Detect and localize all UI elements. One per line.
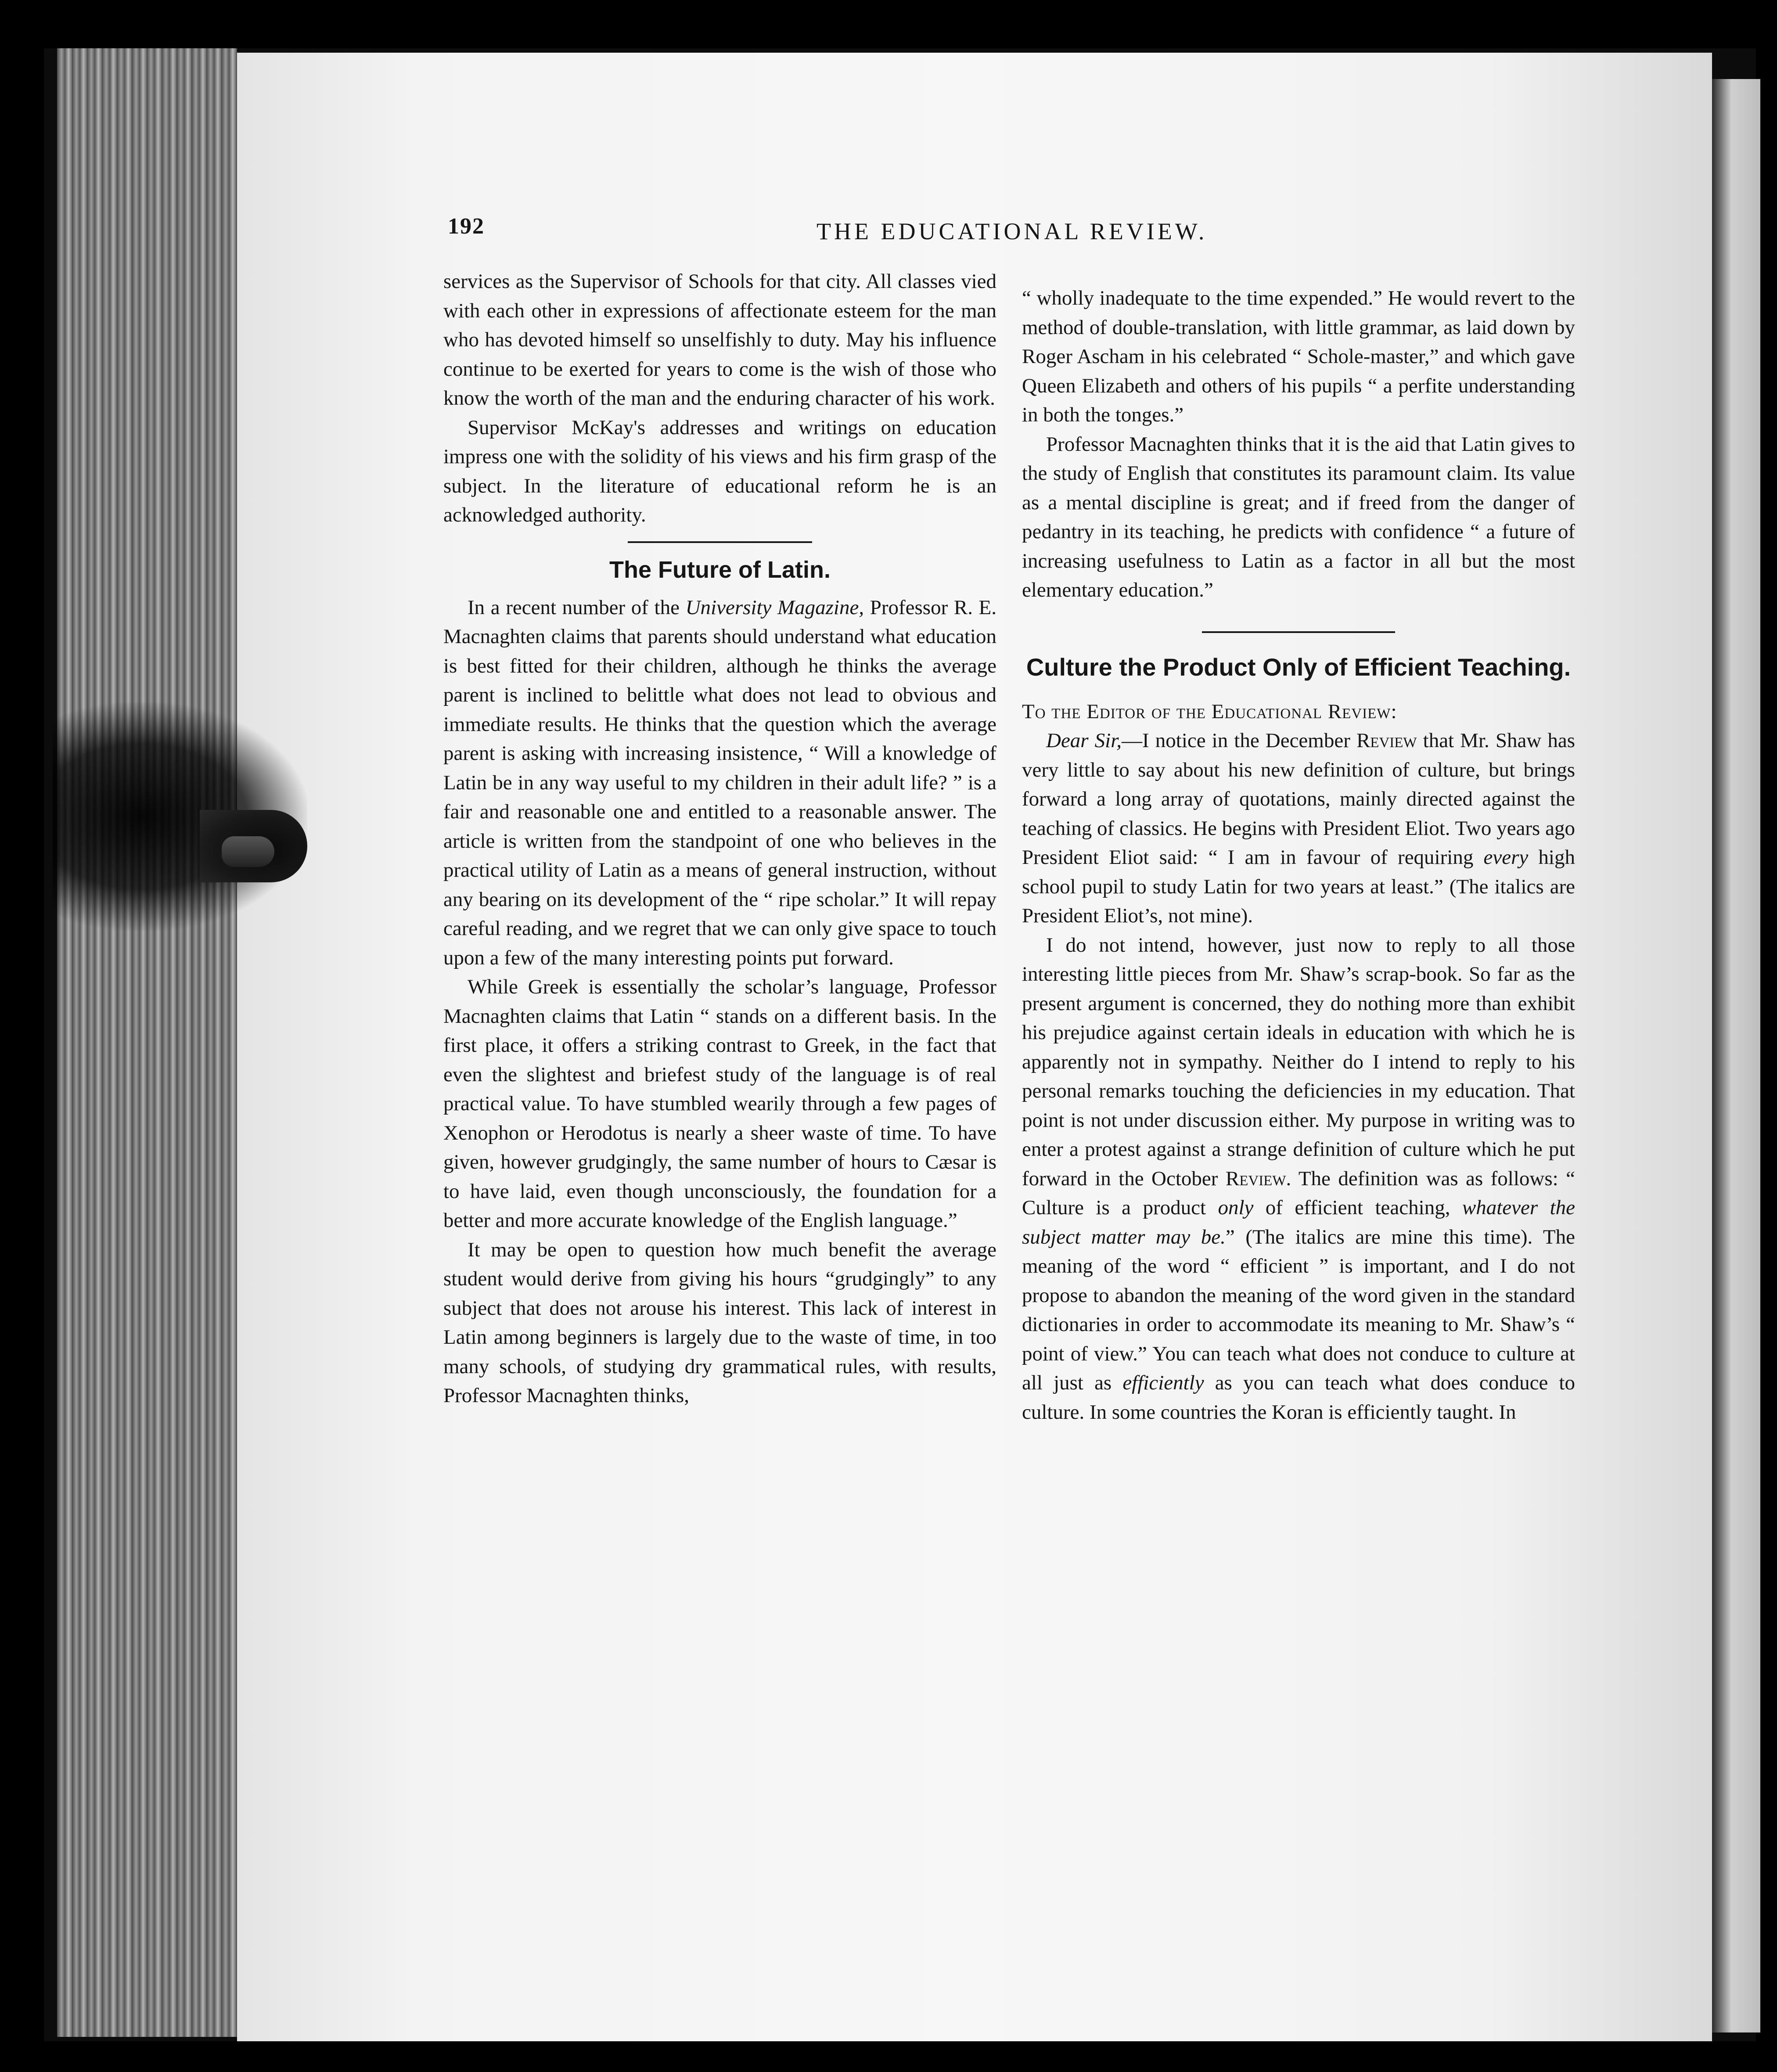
page-number: 192 [448,214,485,239]
article-heading: Culture the Product Only of Efficient Teaching. [1026,653,1571,681]
italic-run: every [1483,846,1529,869]
paragraph: Supervisor McKay's addresses and writings on education impress one with the solidity of his views and his firm grasp of the subject. In the literature of educational reform he is an acknowledged authority. [443,416,996,526]
salutation: To the Editor of the Educational Review: [1022,700,1397,723]
paragraph: It may be open to question how much benefit the average student would derive from giving his hours “grudgingly” to any subject that does not arouse his interest. This lack of interest in Latin among beginners is largely due to the waste of time, in too many schools, of studying dry grammatical rules, with results, Professor Macnaghten thinks, [443,1238,996,1407]
text-run: as you can teach what does conduce to culture. In some countries the Koran is efficiently taught. In [1022,1371,1575,1424]
text-run: of efficient teaching, [1253,1196,1462,1219]
italic-run: efficiently [1122,1371,1204,1394]
right-column [1022,284,1575,1427]
paragraph [1022,931,1575,1427]
text-run: ” (The italics are mine this time). The meaning of the word “ efficient ” is important, and I do not propose to abandon the meaning of the word given in the standard dictionaries in order to accommodate its meaning to Mr. Shaw’s “ point of view.” You can teach what does not conduce to culture at all just as [1022,1225,1575,1394]
text-run: . The definition was as follows: “ Culture is a product [1022,1167,1575,1219]
text-run: —I notice in the December [1122,729,1356,752]
section-divider [1202,631,1395,633]
italic-run: Dear Sir, [1046,729,1122,752]
paragraph: “ wholly inadequate to the time expended.” He would revert to the method of double-translation, with little grammar, as laid down by Roger Ascham in his celebrated “ Schole-master,” and which gave Queen Elizabeth and others of his pupils “ a perfite understanding in both the tonges.” [1022,287,1575,426]
small-caps-run: Review [1356,729,1417,752]
left-column [443,267,996,1410]
paragraph: While Greek is essentially the scholar’s language, Professor Macnaghten claims that Latin “ stands on a different basis. In the first place, it offers a striking contrast to Greek, in the fact that even the slightest and briefest study of the language is of real practical value. To have stumbled wearily through a few pages of Xenophon or Herodotus is nearly a sheer waste of time. To have given, however grudgingly, the same number of hours to Cæsar is to have laid, even though unconsciously, the foundation for a better and more accurate knowledge of the English language.” [443,975,996,1232]
section-divider [628,541,812,543]
paragraph [1022,726,1575,931]
italic-run: University Magazine, [685,596,864,619]
text-run: In a recent number of the [468,596,686,619]
thumbnail-highlight [222,836,274,867]
journal-title: THE EDUCATIONAL REVIEW. [817,218,1208,245]
paragraph: Professor Macnaghten thinks that it is the aid that Latin gives to the study of English that constitutes its paramount claim. Its value as a mental discipline is great; and if freed from the danger of pedantry in its teaching, he predicts with confidence “ a future of increasing usefulness to Latin as a factor in all but the most elementary education.” [1022,432,1575,601]
italic-run: only [1218,1196,1254,1219]
paragraph [443,593,996,973]
text-run: Professor R. E. Macnaghten claims that parents should understand what education is best fitted for their children, although he thinks the average parent is inclined to belittle what does not lead to obvious and immediate results. He thinks that the question which the average parent is asking with increasing insistence, “ Will a knowledge of Latin be in any way useful to my children in their adult life? ” is a fair and reasonable one and entitled to a reasonable answer. The article is written from the standpoint of one who believes in the practical utility of Latin as a means of general instruction, without any bearing on its development of the “ ripe scholar.” It will repay careful reading, and we regret that we can only give space to touch upon a few of the many interesting points put forward. [443,596,997,969]
small-caps-run: Review [1225,1167,1286,1190]
page-edges [57,48,237,2037]
italic-run: whatever the subject matter may be. [1022,1196,1575,1248]
running-head [448,213,1576,248]
text-run: high school pupil to study Latin for two years at least.” (The italics are President Eliot’s, not mine). [1022,846,1575,927]
article-heading: The Future of Latin. [609,556,831,583]
text-run: I do not intend, however, just now to reply to all those interesting little pieces from Mr. Shaw’s scrap-book. So far as the present argument is concerned, they do nothing more than exhibit his prejudice against certain ideals in education with which he is apparently not in sympathy. Neither do I intend to reply to his personal remarks touching the deficiencies in my education. That point is not under discussion either. My purpose in writing was to enter a protest against a strange definition of culture which he put forward in the October [1022,933,1575,1190]
paragraph: services as the Supervisor of Schools for that city. All classes vied with each other in expressions of affectionate esteem for the man who has devoted himself so unselfishly to duty. May his influence continue to be exerted for years to come is the wish of those who know the worth of the man and the enduring character of his work. [443,270,996,410]
facing-page-edge [1712,79,1760,2032]
text-run: that Mr. Shaw has very little to say about his new definition of culture, but brings forward a long array of quotations, mainly directed against the teaching of classics. He begins with President Eliot. Two years ago President Eliot said: “ I am in favour of requiring [1022,729,1576,869]
